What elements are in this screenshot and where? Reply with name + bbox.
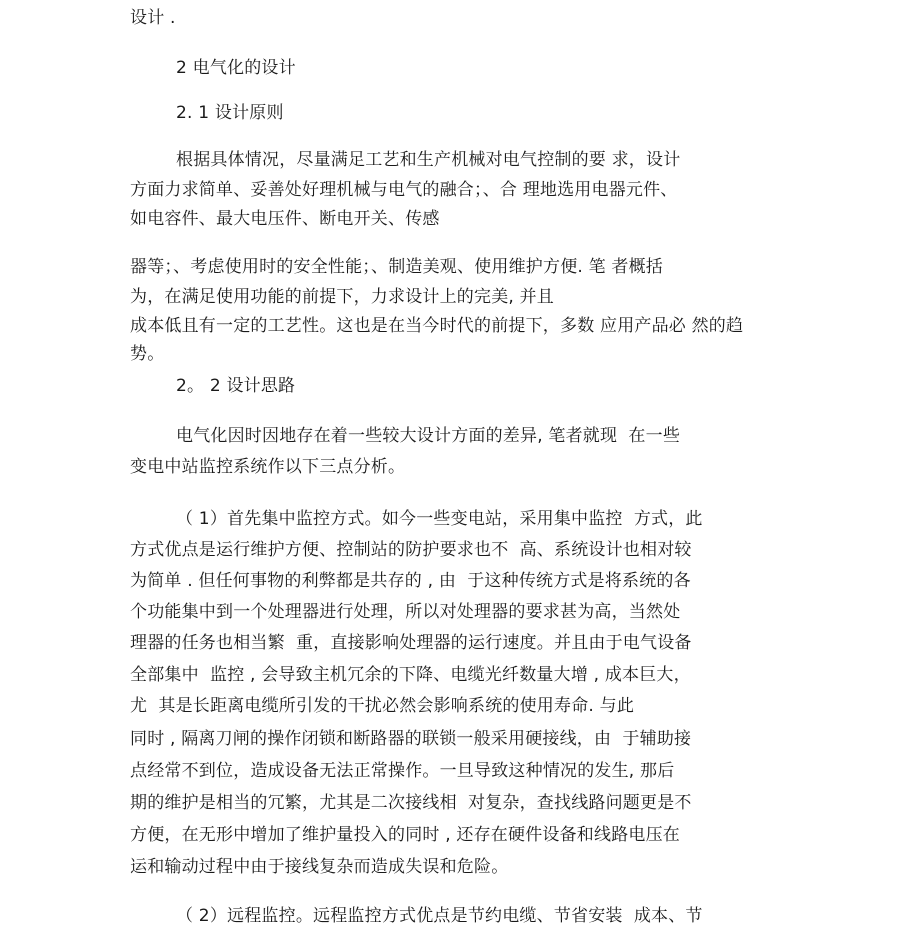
paragraph-line: 同时 , 隔离刀闸的操作闭锁和断路器的联锁一般采用硬接线，由 于辅助接: [130, 729, 692, 749]
subsection-heading-2-1: 2. 1 设计原则: [176, 103, 284, 123]
paragraph-line: 尤 其是长距离电缆所引发的干扰必然会影响系统的使用寿命. 与此: [130, 696, 635, 716]
paragraph-line: 期的维护是相当的冗繁，尤其是二次接线相 对复杂，查找线路问题更是不: [130, 793, 692, 813]
paragraph-line: 电气化因时因地存在着一些较大设计方面的差异, 笔者就现 在一些: [176, 426, 681, 446]
paragraph-line: 全部集中 监控 , 会导致主机冗余的下降、电缆光纤数量大增 , 成本巨大，: [130, 665, 691, 685]
paragraph-line: 为简单 . 但任何事物的利弊都是共存的 , 由 于这种传统方式是将系统的各: [130, 571, 691, 591]
paragraph-line: 器等；、考虑使用时的安全性能；、制造美观、使用维护方便. 笔 者概括: [130, 257, 664, 277]
paragraph-line: 方便，在无形中增加了维护量投入的同时 , 还存在硬件设备和线路电压在: [130, 825, 681, 845]
paragraph-line: 变电中站监控系统作以下三点分析。: [130, 457, 406, 477]
paragraph-line: 点经常不到位，造成设备无法正常操作。一旦导致这种情况的发生, 那后: [130, 761, 675, 781]
paragraph-line: 运和输动过程中由于接线复杂而造成失误和危险。: [130, 857, 509, 877]
paragraph-line: 理器的任务也相当繁 重，直接影响处理器的运行速度。并且由于电气设备: [130, 633, 692, 653]
paragraph-line: （ 2）远程监控。远程监控方式优点是节约电缆、节省安装 成本、节: [176, 906, 703, 926]
paragraph-line: 如电容件、最大电压件、断电开关、传感: [130, 209, 440, 229]
paragraph-line: 方面力求简单、妥善处好理机械与电气的融合；、合 理地选用电器元件、: [130, 180, 678, 200]
text-line-design-end: 设计 .: [130, 8, 176, 28]
paragraph-line: 个功能集中到一个处理器进行处理，所以对处理器的要求甚为高，当然处: [130, 602, 681, 622]
subsection-heading-2-2: 2。 2 设计思路: [176, 376, 296, 396]
paragraph-line: 为，在满足使用功能的前提下，力求设计上的完美, 并且: [130, 287, 555, 307]
paragraph-line: 成本低且有一定的工艺性。这也是在当今时代的前提下，多数 应用产品必 然的趋: [130, 316, 744, 336]
paragraph-line: （ 1）首先集中监控方式。如今一些变电站，采用集中监控 方式，此: [176, 509, 703, 529]
section-heading-2: 2 电气化的设计: [176, 58, 296, 78]
paragraph-line: 方式优点是运行维护方便、控制站的防护要求也不 高、系统设计也相对较: [130, 540, 692, 560]
paragraph-line: 根据具体情况，尽量满足工艺和生产机械对电气控制的要 求，设计: [176, 150, 681, 170]
paragraph-line: 势。: [130, 344, 165, 364]
